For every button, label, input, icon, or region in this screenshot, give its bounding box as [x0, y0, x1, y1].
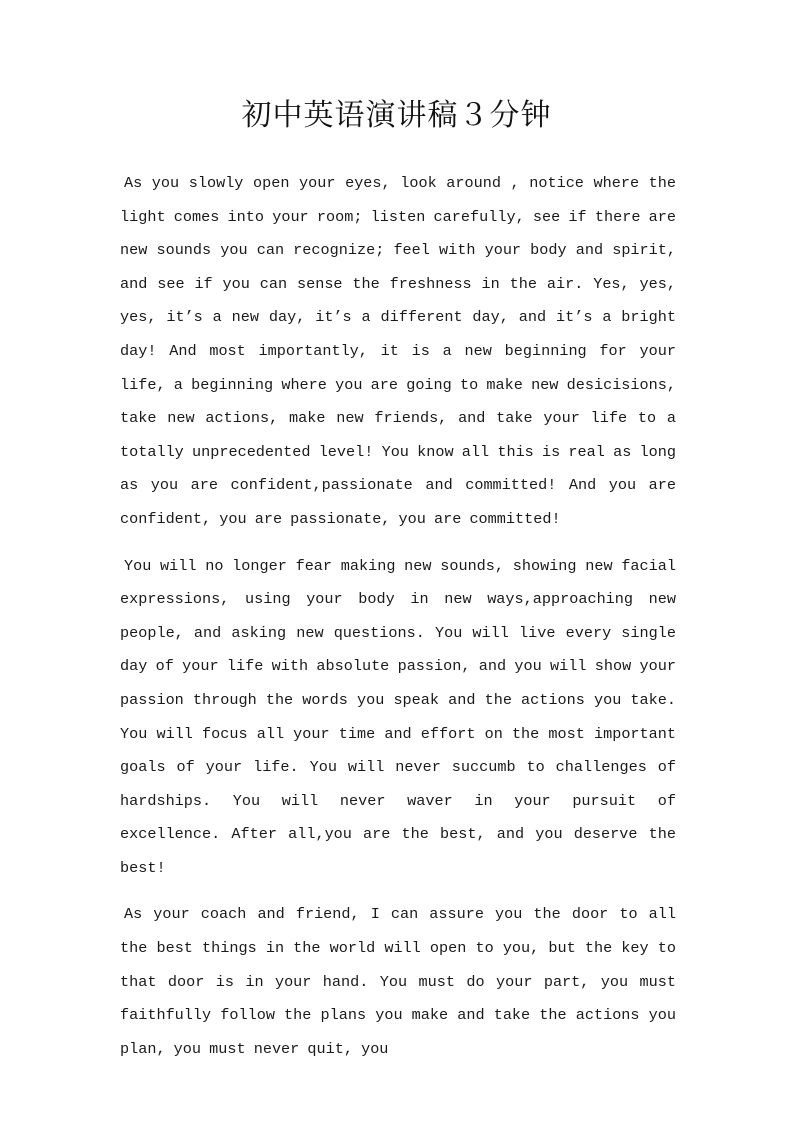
document-title: 初中英语演讲稿３分钟 [241, 98, 552, 133]
paragraph-1: As you slowly open your eyes, look around , notice where the light comes into your room; listen carefully, see if there are new sounds you can recognize; feel with your body and spirit, and see if you can sense the freshness in the air. Yes, yes, yes, it’s a new day, it’s a different day, and it’s a bright day! And most importantly, it is a new beginning for your life, a beginning where you are going to make new desicisions, take new actions, make new friends, and take your life to a totally unprecedented level! You know all this is real as long as you are confident,passionate and committed! And you are confident, you are passionate, you are committed! [120, 174, 676, 528]
paragraph-2: You will no longer fear making new sounds, showing new facial expressions, using your body in new ways,approaching new people, and asking new questions. You will live every single day of your life with absolute passion, and you will show your passion through the words you speak and the actions you take. You will focus all your time and effort on the most important goals of your life. You will never succumb to challenges of hardships. You will never waver in your pursuit of excellence. After all,you are the best, and you deserve the best! [120, 556, 676, 877]
paragraph-3: As your coach and friend, I can assure you the door to all the best things in the world will open to you, but the key to that door is in your hand. You must do your part, you must faithfully follow the plans you make and take the actions you plan, you must never quit, you [120, 905, 676, 1058]
document-body [120, 167, 676, 1079]
